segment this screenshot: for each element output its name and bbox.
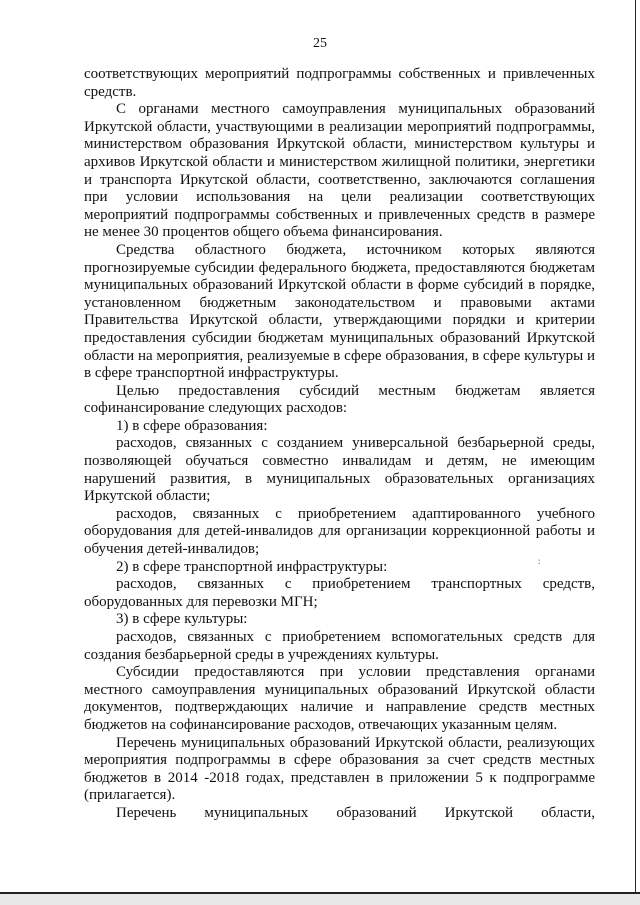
scan-speck: : — [538, 556, 541, 566]
paragraph-agreements: С органами местного самоуправления муниципальных образований Иркутской области, участвующими в реализации мероприятий подпрограммы, министерством образования Иркутской области, министерством культуры и архивов Иркутской области и министерством жилищной политики, энергетики и транспорта Иркутской области, соответственно, заключаются соглашения при условии использования на цели реализации соответствующих мероприятий подпрограммы собственных и привлеченных средств в размере не менее 30 процентов общего объема финансирования. — [84, 101, 595, 241]
paragraph-list-start: Перечень муниципальных образований Иркутской области, — [116, 804, 595, 821]
paragraph-subsidy-conditions: Субсидии предоставляются при условии представления органами местного самоуправления муниципальных образований Иркутской области документов, подтверждающих наличие и направление средств местных бюджетов на софинансирование расходов, отвечающих указанным целям. — [84, 664, 595, 733]
page-number: 25 — [313, 36, 327, 51]
document-body — [84, 66, 595, 823]
paragraph-regional-budget: Средства областного бюджета, источником которых являются прогнозируемые субсидии федерального бюджета, предоставляются бюджетам муниципальных образований Иркутской области в форме субсидий в порядке, установленном бюджетным законодательством и правовыми актами Правительства Иркутской области, утверждающими порядки и критерии предоставления субсидии бюджетам муниципальных образований Иркутской области на мероприятия, реализуемые в сфере образования, в сфере культуры и в сфере транспортной инфраструктуры. — [84, 241, 595, 382]
list-heading-education: 1) в сфере образования: — [116, 417, 268, 434]
list-item-culture-equipment: расходов, связанных с приобретением вспомогательных средств для создания безбарьерной среды в учреждениях культуры. — [84, 629, 595, 663]
scan-edge-line — [635, 0, 636, 905]
paragraph-subsidy-purpose: Целью предоставления субсидий местным бюджетам является софинансирование следующих расходов: — [84, 382, 595, 417]
list-item-barrier-free-environment: расходов, связанных с созданием универсальной безбарьерной среды, позволяющей обучаться совместно инвалидам и детям, не имеющим нарушений развития, в муниципальных образовательных организациях Иркутской области; — [84, 435, 595, 505]
list-heading-culture: 3) в сфере культуры: — [116, 611, 248, 628]
list-heading-transport: 2) в сфере транспортной инфраструктуры: — [116, 558, 388, 575]
paragraph-continuation: соответствующих мероприятий подпрограммы собственных и привлеченных средств. — [84, 66, 595, 100]
list-item-adapted-equipment: расходов, связанных с приобретением адаптированного учебного оборудования для детей-инвалидов для организации коррекционной работы и обучения детей-инвалидов; — [84, 505, 595, 558]
list-item-vehicles: расходов, связанных с приобретением транспортных средств, оборудованных для перевозки МГН; — [84, 576, 595, 610]
scan-bottom-edge — [0, 892, 640, 905]
paragraph-list-education: Перечень муниципальных образований Иркутской области, реализующих мероприятия подпрограммы в сфере образования за счет средств местных бюджетов в 2014 -2018 годах, представлен в приложении 5 к подпрограмме (прилагается). — [84, 734, 595, 804]
